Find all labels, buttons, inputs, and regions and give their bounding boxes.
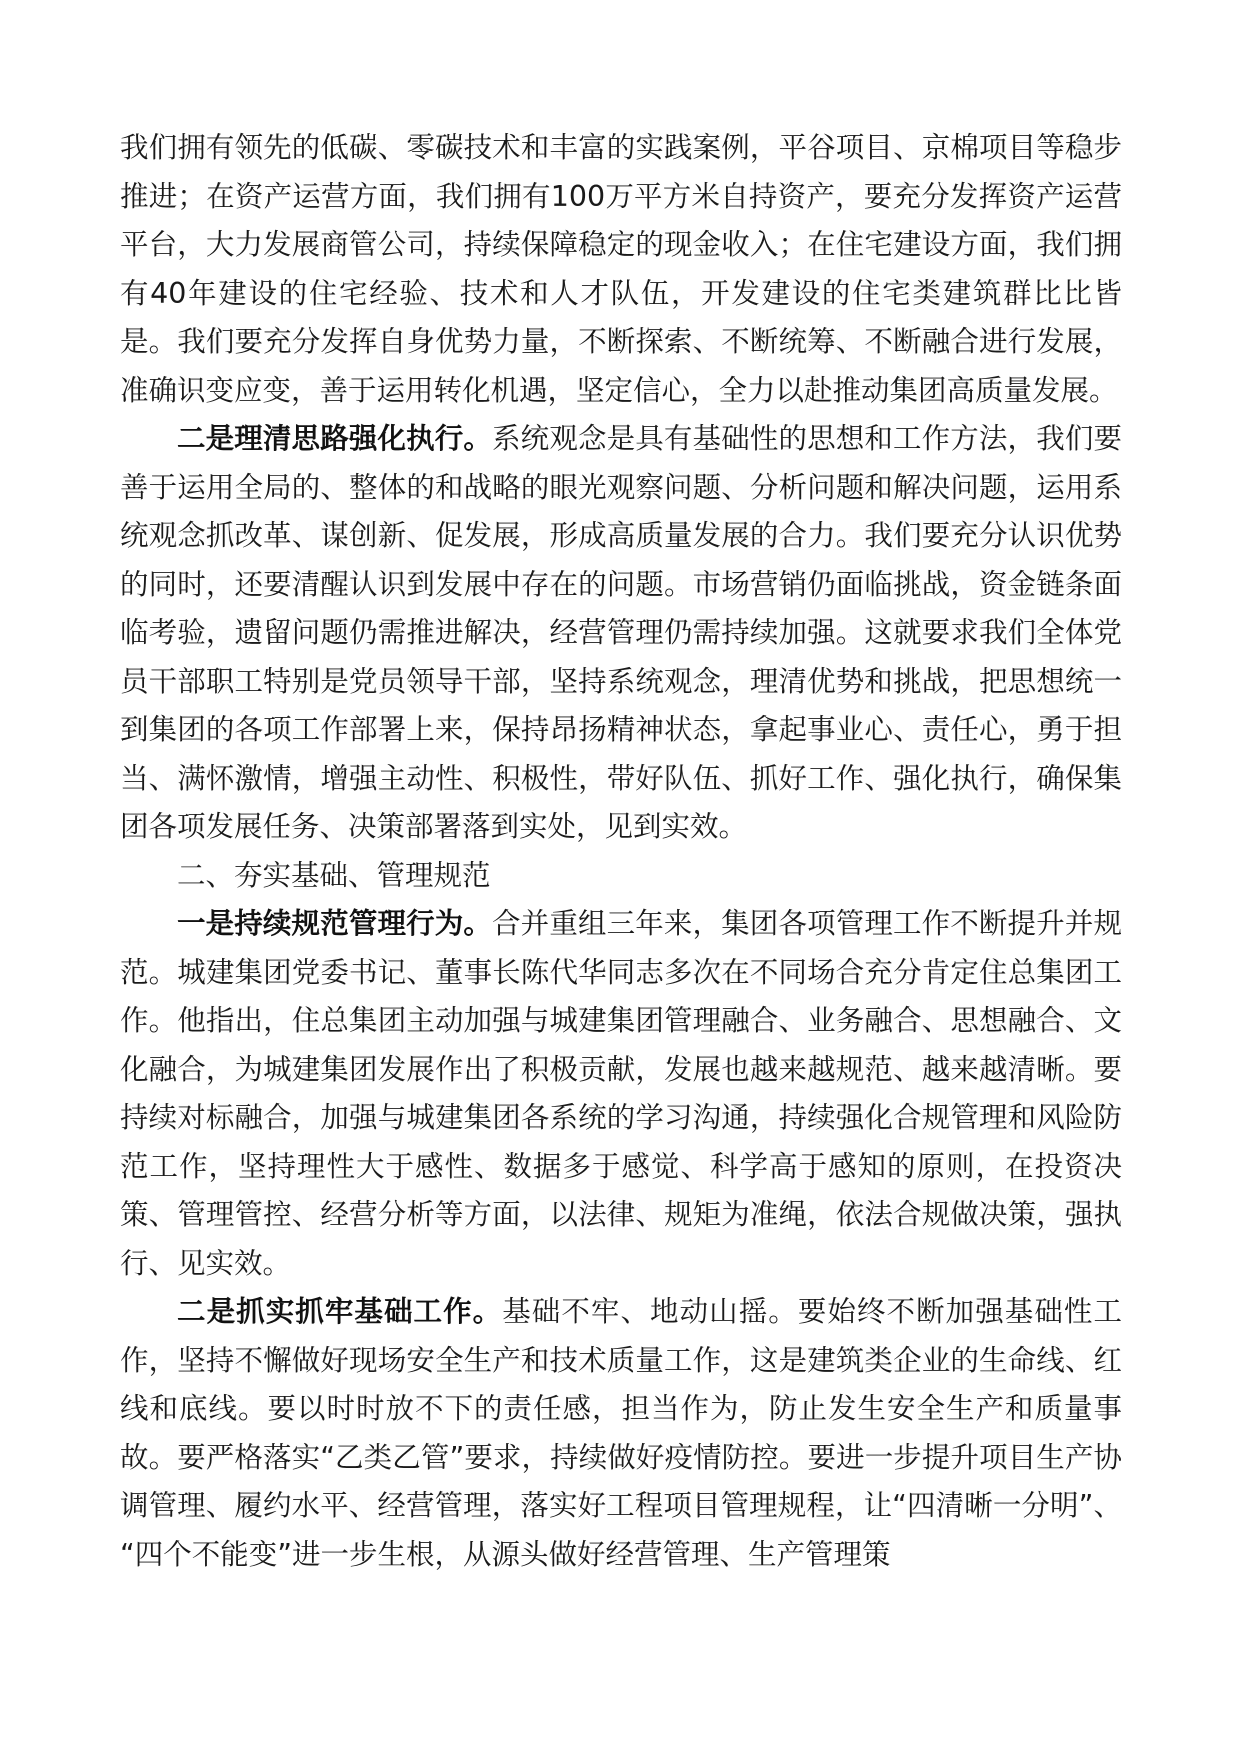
section-heading-text: 二、夯实基础、管理规范	[177, 858, 491, 892]
paragraph-text: 系统观念是具有基础性的思想和工作方法，我们要善于运用全局的、整体的和战略的眼光观察问题、分析问题和解决问题，运用系统观念抓改革、谋创新、促发展，形成高质量发展的合力。我们要充分认识优势的同时，还要清醒认识到发展中存在的问题。市场营销仍面临挑战，资金链条面临考验，遗留问题仍需推进解决，经营管理仍需持续加强。这就要求我们全体党员干部职工特别是党员领导干部，坚持系统观念，理清优势和挑战，把思想统一到集团的各项工作部署上来，保持昂扬精神状态，拿起事业心、责任心，勇于担当、满怀激情，增强主动性、积极性，带好队伍、抓好工作、强化执行，确保集团各项发展任务、决策部署落到实处，见到实效。	[120, 422, 1122, 843]
paragraph-text: 合并重组三年来，集团各项管理工作不断提升并规范。城建集团党委书记、董事长陈代华同志多次在不同场合充分肯定住总集团工作。他指出，住总集团主动加强与城建集团管理融合、业务融合、思想融合、文化融合，为城建集团发展作出了积极贡献，发展也越来越规范、越来越清晰。要持续对标融合，加强与城建集团各系统的学习沟通，持续强化合规管理和风险防范工作，坚持理性大于感性、数据多于感觉、科学高于感知的原则，在投资决策、管理管控、经营分析等方面，以法律、规矩为准绳，依法合规做决策，强执行、见实效。	[120, 907, 1122, 1280]
paragraph-lead: 一是持续规范管理行为。	[177, 907, 493, 940]
section-heading	[120, 852, 1122, 901]
paragraph-point-standardize-management	[120, 900, 1122, 1288]
paragraph-text: 我们拥有领先的低碳、零碳技术和丰富的实践案例，平谷项目、京棉项目等稳步推进；在资产运营方面，我们拥有100万平方米自持资产，要充分发挥资产运营平台，大力发展商管公司，持续保障稳定的现金收入；在住宅建设方面，我们拥有40年建设的住宅经验、技术和人才队伍，开发建设的住宅类建筑群比比皆是。我们要充分发挥自身优势力量，不断探索、不断统筹、不断融合进行发展，准确识变应变，善于运用转化机遇，坚定信心，全力以赴推动集团高质量发展。	[120, 131, 1122, 407]
paragraph-text: 基础不牢、地动山摇。要始终不断加强基础性工作，坚持不懈做好现场安全生产和技术质量工作，这是建筑类企业的生命线、红线和底线。要以时时放不下的责任感，担当作为，防止发生安全生产和质量事故。要严格落实“乙类乙管”要求，持续做好疫情防控。要进一步提升项目生产协调管理、履约水平、经营管理，落实好工程项目管理规程，让“四清晰一分明”、 “四个不能变”进一步生根，从源头做好经营管理、生产管理策	[120, 1295, 1122, 1571]
document-page	[120, 124, 1122, 1579]
paragraph-continuation	[120, 124, 1122, 415]
paragraph-lead: 二是理清思路强化执行。	[177, 422, 493, 455]
paragraph-point-clarify-thinking	[120, 415, 1122, 852]
paragraph-lead: 二是抓实抓牢基础工作。	[177, 1295, 503, 1328]
paragraph-point-basic-work	[120, 1288, 1122, 1579]
